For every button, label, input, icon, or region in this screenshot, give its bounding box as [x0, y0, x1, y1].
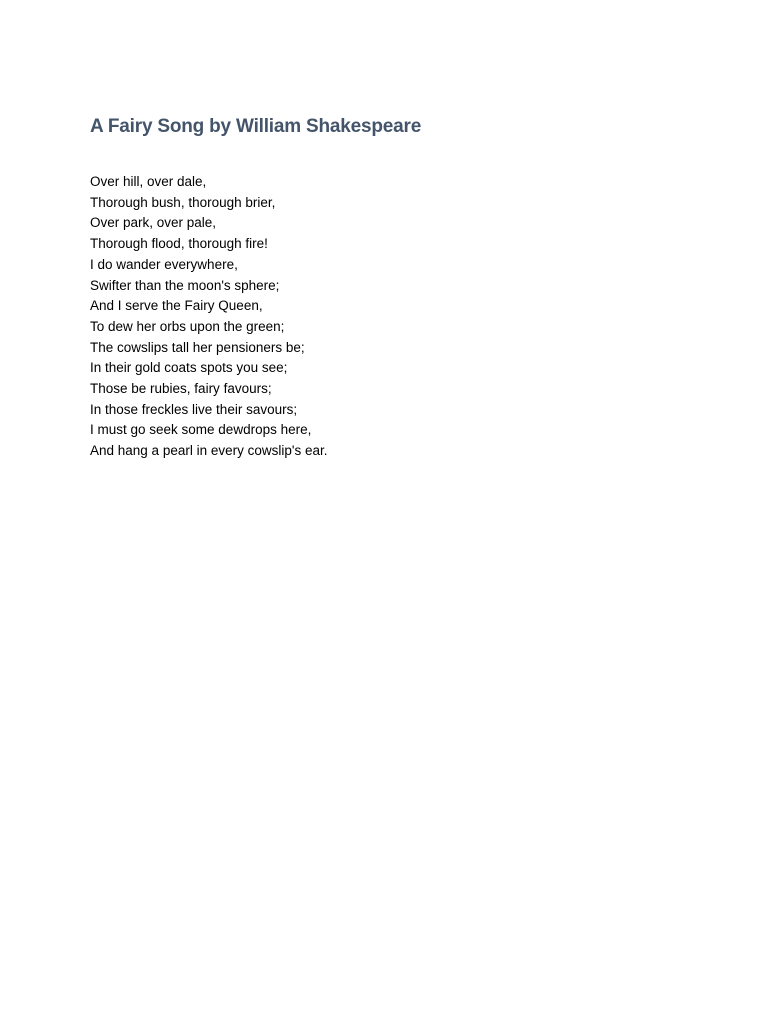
- poem-line: I do wander everywhere,: [90, 256, 238, 272]
- poem-line: In those freckles live their savours;: [90, 401, 298, 417]
- poem-line: Thorough bush, thorough brier,: [90, 194, 276, 210]
- poem-line: In their gold coats spots you see;: [90, 360, 288, 376]
- poem-line: And hang a pearl in every cowslip's ear.: [90, 443, 328, 459]
- poem-line: Over park, over pale,: [90, 215, 217, 231]
- document-title: A Fairy Song by William Shakespeare: [90, 116, 422, 137]
- poem-body: [90, 172, 327, 462]
- poem-line: Swifter than the moon's sphere;: [90, 277, 280, 293]
- poem-line: And I serve the Fairy Queen,: [90, 298, 263, 314]
- poem-line: I must go seek some dewdrops here,: [90, 422, 312, 438]
- poem-line: Thorough flood, thorough fire!: [90, 236, 268, 252]
- poem-line: Over hill, over dale,: [90, 174, 207, 189]
- poem-line: To dew her orbs upon the green;: [90, 318, 285, 334]
- poem-line: Those be rubies, fairy favours;: [90, 381, 272, 397]
- poem-line: The cowslips tall her pensioners be;: [90, 339, 305, 355]
